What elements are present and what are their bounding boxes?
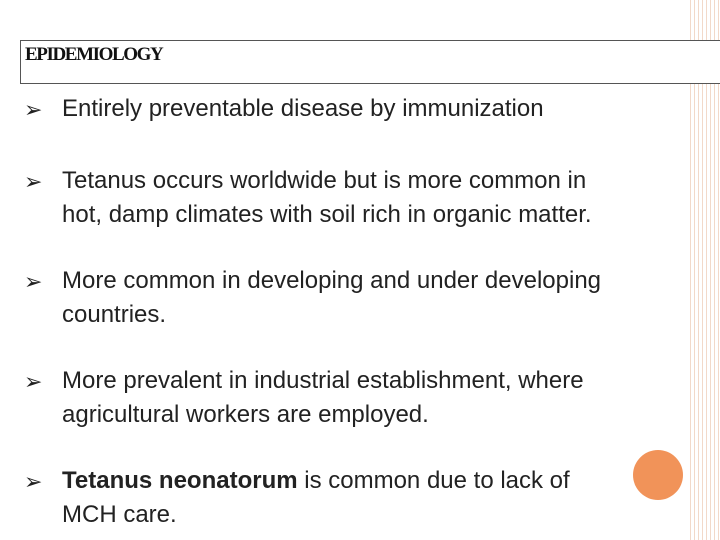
arrow-bullet-icon: ➢: [24, 470, 43, 495]
bullet-text-line-1: [62, 464, 702, 498]
bullet-text-line-1: More prevalent in industrial establishment, where: [62, 367, 584, 394]
arrow-bullet-icon: ➢: [24, 170, 43, 195]
bullet-text-line-2: countries.: [62, 301, 167, 328]
arrow-bullet-icon: ➢: [24, 270, 43, 295]
bullet-text: [62, 164, 702, 232]
bullet-text: Entirely preventable disease by immunization: [62, 95, 544, 122]
bullet-text-line-2: MCH care.: [62, 501, 177, 528]
bullet-text: [62, 264, 702, 332]
bullet-text-line-2: hot, damp climates with soil rich in organic matter.: [62, 201, 592, 228]
bullet-text-line-2: agricultural workers are employed.: [62, 401, 429, 428]
bullet-text-rest: is common due to lack of: [297, 467, 570, 494]
bold-term: Tetanus neonatorum: [62, 467, 298, 494]
arrow-bullet-icon: ➢: [24, 370, 43, 395]
bullet-text-line-1: More common in developing and under developing: [62, 267, 602, 294]
bullet-text-line-1: Tetanus occurs worldwide but is more common in: [62, 167, 587, 194]
decorative-orange-circle: [633, 450, 683, 500]
slide-title: EPIDEMIOLOGY: [25, 44, 163, 65]
bullet-text: [62, 464, 702, 532]
arrow-bullet-icon: ➢: [24, 98, 43, 123]
title-box: [20, 40, 720, 84]
bullet-text: [62, 364, 702, 432]
